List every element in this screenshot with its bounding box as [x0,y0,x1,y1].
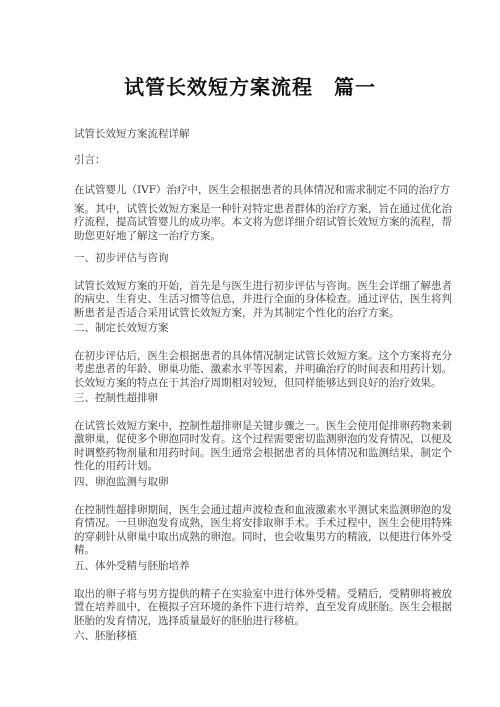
paragraph-line: 在试管长效短方案中，控制性超排卵是关键步骤之一。医生会使用促排卵药物来刺 [74,419,452,432]
section-heading: 五、体外受精与胚胎培养 [74,560,190,572]
section-heading: 六、胚胎移植 [74,630,137,642]
section-paragraph [74,349,452,391]
document-subtitle: 试管长效短方案流程详解 [74,128,190,140]
paragraph-line: 在试管婴儿（IVF）治疗中，医生会根据患者的具体情况和需求制定不同的治疗方 [74,184,451,196]
section-6 [74,630,426,644]
paragraph-line: 助您更好地了解这一治疗方案。 [74,229,221,242]
paragraph-line: 疗流程，提高试管婴儿的成功率。本文将为您详细介绍试管长效短方案的流程，帮 [74,216,452,228]
paragraph-line: 案。其中，试管长效短方案是一种针对特定患者群体的治疗方案，旨在通过优化治 [74,202,452,215]
paragraph-line: 的穿刺针从卵巢中取出成熟的卵泡。同时，也会收集男方的精液，以便进行体外受 [74,530,452,543]
section-paragraph [74,587,452,629]
paragraph-line: 断患者是否适合采用试管长效短方案，并为其制定个性化的治疗方案。 [74,306,400,319]
section-5 [74,560,452,628]
paragraph-line: 激卵巢，促使多个卵泡同时发育。这个过程需要密切监测卵泡的发育情况，以便及 [74,433,452,445]
paragraph-line: 在初步评估后，医生会根据患者的具体情况制定试管长效短方案。这个方案将充分 [74,349,452,362]
section-heading: 三、控制性超排卵 [74,392,158,404]
section-1 [74,252,452,320]
paragraph-line: 的病史、生育史、生活习惯等信息，并进行全面的身体检查。通过评估，医生将判 [74,293,452,305]
paragraph-line: 性化的用药计划。 [74,460,158,472]
paragraph-line: 试管长效短方案的开始，首先是与医生进行初步评估与咨询。医生会详细了解患者 [74,279,452,292]
section-4 [74,476,452,558]
paragraph-line: 育情况。一旦卵泡发育成熟，医生将安排取卵手术。手术过程中，医生会使用特殊 [74,517,452,529]
paragraph-line: 胚胎的发育情况，选择质量最好的胚胎进行移植。 [74,614,305,627]
intro-paragraph [74,184,452,243]
paragraph-line: 时调整药物剂量和用药时间。医生通常会根据患者的具体情况和监测结果，制定个 [74,446,452,459]
section-heading: 一、初步评估与咨询 [74,252,169,264]
section-3 [74,392,452,474]
paragraph-line: 考虑患者的年龄、卵巢功能、激素水平等因素，并明确治疗的时间表和用药计划。 [74,363,452,375]
document-title: 试管长效短方案流程 篇一 [124,75,376,99]
paragraph-line: 在控制性超排卵期间，医生会通过超声波检查和血液激素水平测试来监测卵泡的发 [74,503,452,516]
intro-label-block [74,154,426,168]
paragraph-line: 精。 [74,544,95,556]
section-heading: 二、制定长效短方案 [74,322,169,334]
subtitle-block [74,128,426,142]
paragraph-line: 长效短方案的特点在于其治疗周期相对较短，但同样能够达到良好的治疗效果。 [74,376,442,389]
section-heading: 四、卵泡监测与取卵 [74,476,169,488]
section-2 [74,322,452,390]
paragraph-line: 置在培养皿中，在模拟子宫环境的条件下进行培养，直至发育成胚胎。医生会根据 [74,601,452,613]
section-paragraph [74,279,452,321]
intro-label: 引言： [74,154,106,166]
section-paragraph [74,503,452,558]
paragraph-line: 取出的卵子将与男方提供的精子在实验室中进行体外受精。受精后，受精卵将被放 [74,587,452,600]
section-paragraph [74,419,452,474]
